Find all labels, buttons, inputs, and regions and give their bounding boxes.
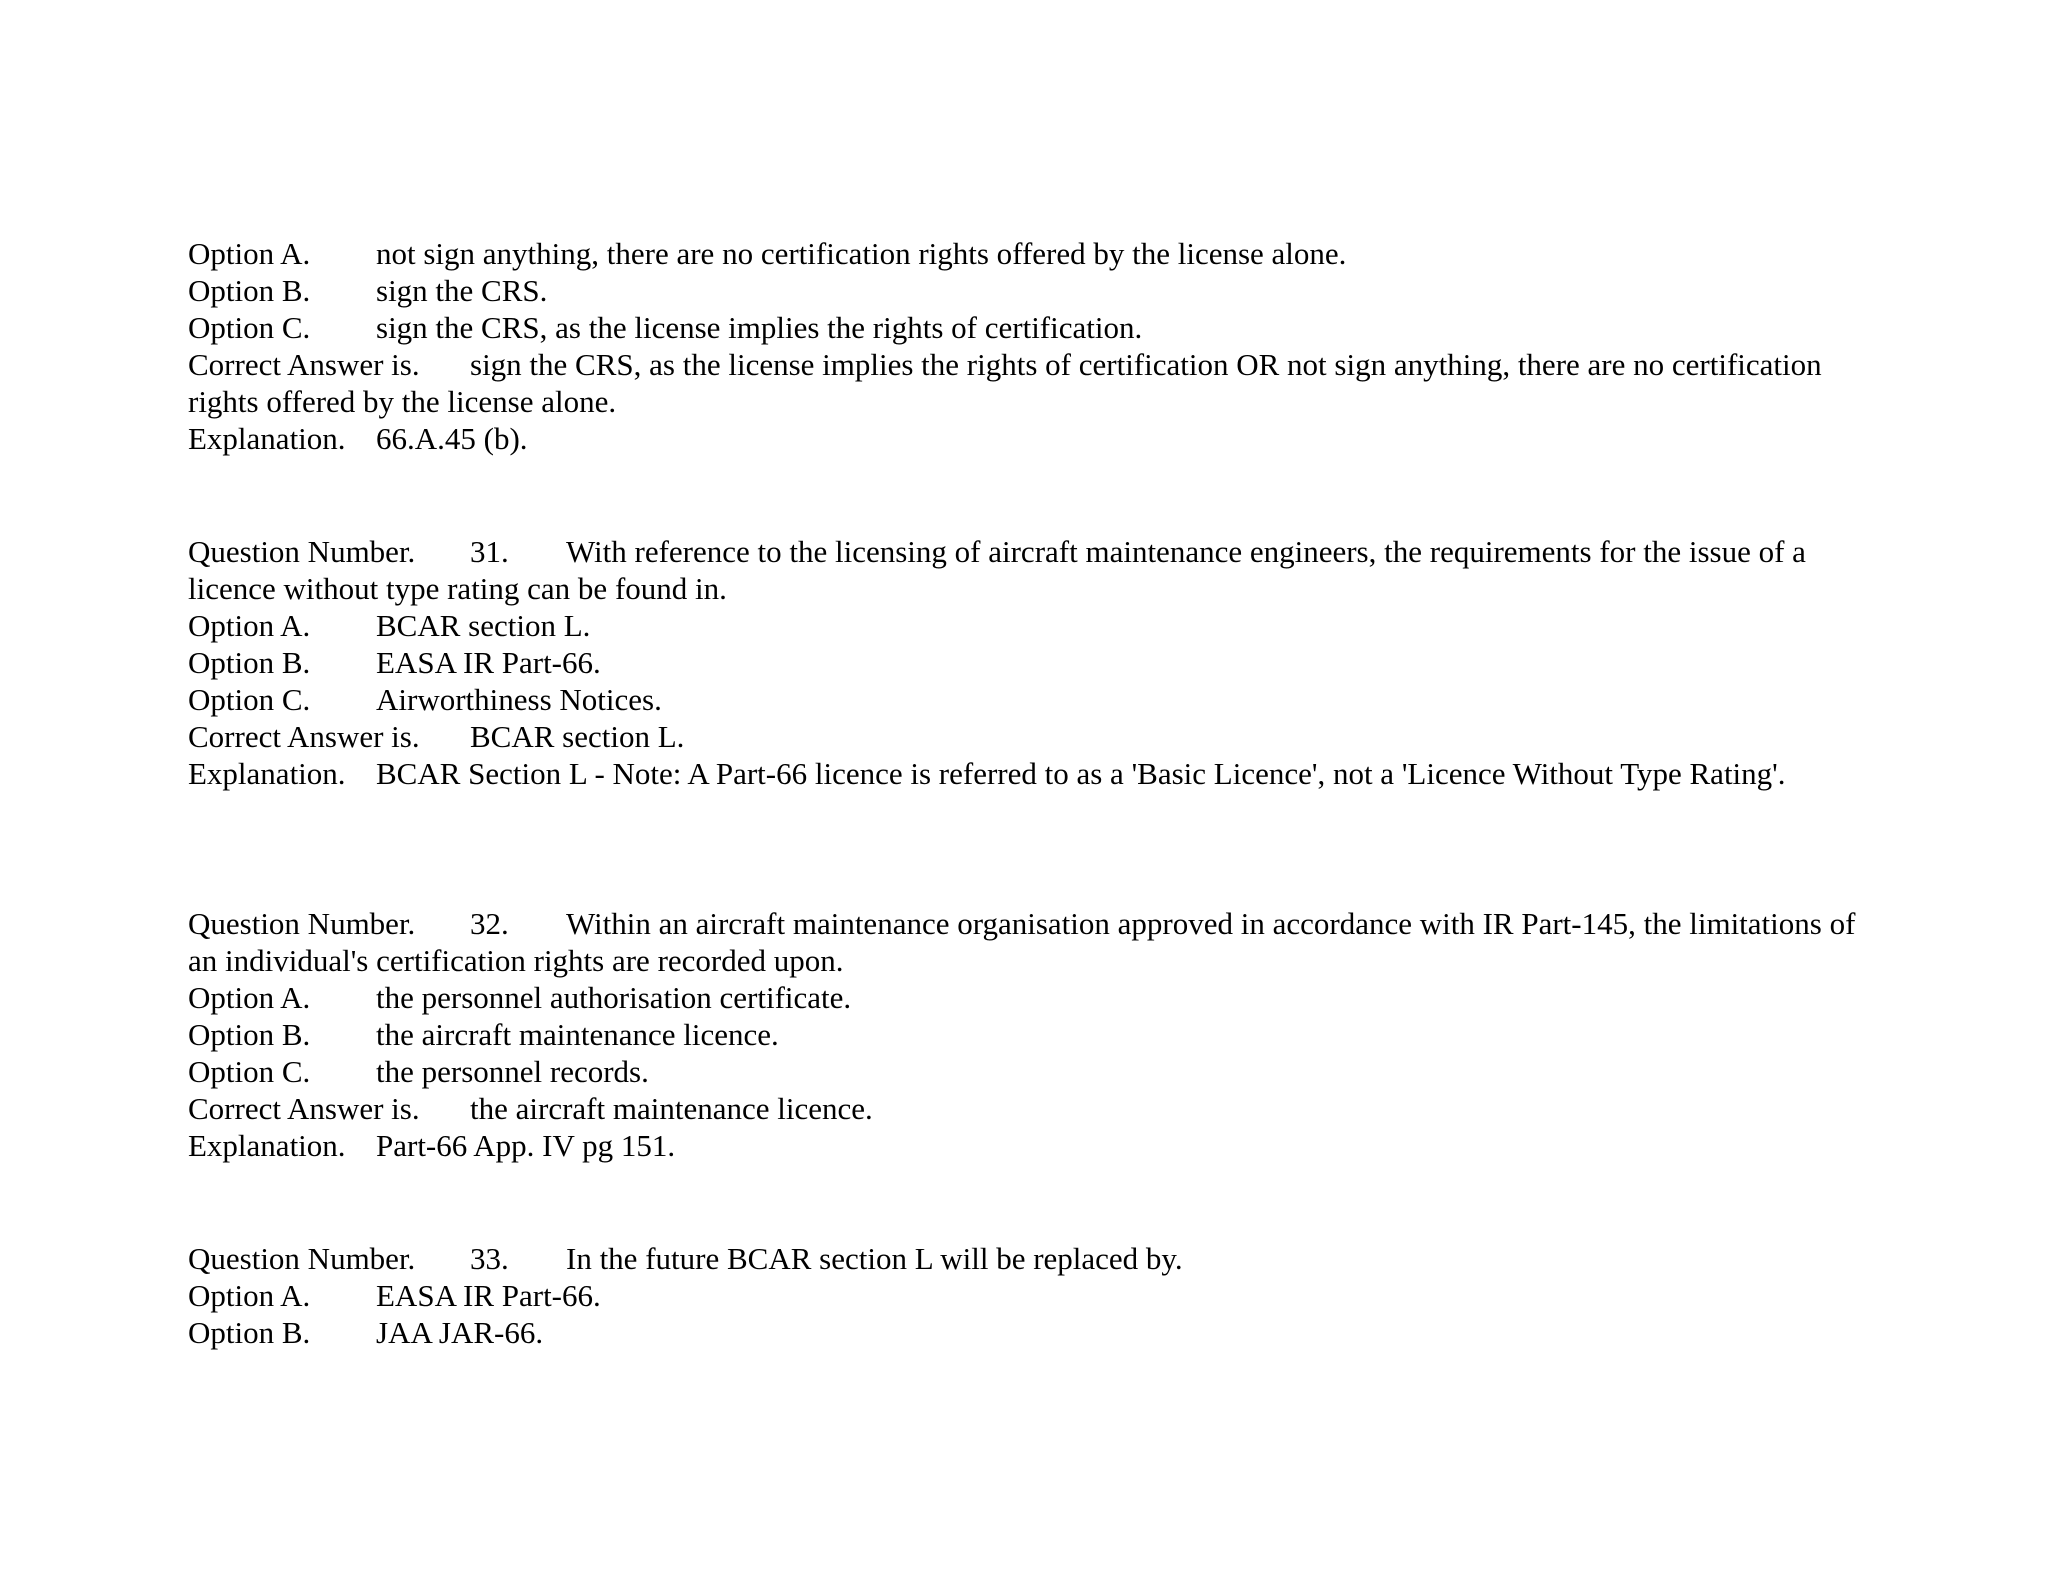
q32-explanation [188, 1127, 1948, 1164]
option-c-label: Option C. [188, 1054, 311, 1089]
option-b-label: Option B. [188, 1315, 311, 1350]
option-a-label: Option A. [188, 980, 311, 1015]
q32-option-a [188, 979, 1948, 1016]
option-a-text: EASA IR Part-66. [376, 1278, 601, 1313]
explanation-text: 66.A.45 (b). [376, 421, 528, 456]
block0-explanation [188, 420, 1948, 457]
q31-option-c [188, 681, 1948, 718]
explanation-text: Part-66 App. IV pg 151. [376, 1128, 676, 1163]
option-c-text: Airworthiness Notices. [376, 682, 662, 717]
explanation-label: Explanation. [188, 421, 346, 456]
question-text: In the future BCAR section L will be replaced by. [566, 1241, 1183, 1276]
correct-answer-label: Correct Answer is. [188, 347, 420, 382]
q31-option-a [188, 607, 1948, 644]
q32-question [188, 905, 1948, 942]
block0-correct-answer-cont [188, 383, 1948, 420]
correct-answer-label: Correct Answer is. [188, 719, 420, 754]
q31-option-b [188, 644, 1948, 681]
correct-answer-text: sign the CRS, as the license implies the rights of certification OR not sign anything, there are no certification [470, 347, 1822, 382]
block0-correct-answer [188, 346, 1948, 383]
question-number: 31. [470, 534, 509, 569]
correct-answer-text-cont: rights offered by the license alone. [188, 384, 617, 419]
option-b-text: sign the CRS. [376, 273, 548, 308]
question-text: With reference to the licensing of aircraft maintenance engineers, the requirements for the issue of a [566, 534, 1806, 569]
option-c-text: sign the CRS, as the license implies the rights of certification. [376, 310, 1143, 345]
q31-question-cont [188, 570, 1948, 607]
option-b-text: JAA JAR-66. [376, 1315, 544, 1350]
q32-option-c [188, 1053, 1948, 1090]
correct-answer-label: Correct Answer is. [188, 1091, 420, 1126]
option-a-text: the personnel authorisation certificate. [376, 980, 852, 1015]
q32-correct-answer [188, 1090, 1948, 1127]
explanation-text: BCAR Section L - Note: A Part-66 licence is referred to as a 'Basic Licence', not a 'Licence Without Type Rating'. [376, 756, 1786, 791]
q31-question [188, 533, 1948, 570]
q33-option-a [188, 1277, 1948, 1314]
question-number-label: Question Number. [188, 534, 416, 569]
correct-answer-text: the aircraft maintenance licence. [470, 1091, 873, 1126]
q33-option-b [188, 1314, 1948, 1351]
block0-option-b [188, 272, 1948, 309]
question-text-cont: licence without type rating can be found in. [188, 571, 727, 606]
option-b-label: Option B. [188, 1017, 311, 1052]
option-b-text: the aircraft maintenance licence. [376, 1017, 779, 1052]
block0-option-a [188, 235, 1948, 272]
block0-option-c [188, 309, 1948, 346]
option-c-label: Option C. [188, 682, 311, 717]
option-c-text: the personnel records. [376, 1054, 649, 1089]
explanation-label: Explanation. [188, 756, 346, 791]
question-text-cont: an individual's certification rights are recorded upon. [188, 943, 844, 978]
question-number-label: Question Number. [188, 906, 416, 941]
option-c-label: Option C. [188, 310, 311, 345]
question-number: 33. [470, 1241, 509, 1276]
q31-correct-answer [188, 718, 1948, 755]
question-text: Within an aircraft maintenance organisation approved in accordance with IR Part-145, the limitations of [566, 906, 1856, 941]
option-a-label: Option A. [188, 1278, 311, 1313]
q32-option-b [188, 1016, 1948, 1053]
question-number-label: Question Number. [188, 1241, 416, 1276]
option-a-text: BCAR section L. [376, 608, 591, 643]
question-number: 32. [470, 906, 509, 941]
option-a-label: Option A. [188, 608, 311, 643]
explanation-label: Explanation. [188, 1128, 346, 1163]
q33-question [188, 1240, 1948, 1277]
option-b-label: Option B. [188, 645, 311, 680]
option-a-text: not sign anything, there are no certification rights offered by the license alone. [376, 236, 1347, 271]
option-a-label: Option A. [188, 236, 311, 271]
correct-answer-text: BCAR section L. [470, 719, 685, 754]
q32-question-cont [188, 942, 1948, 979]
option-b-label: Option B. [188, 273, 311, 308]
q31-explanation [188, 755, 1948, 792]
option-b-text: EASA IR Part-66. [376, 645, 601, 680]
